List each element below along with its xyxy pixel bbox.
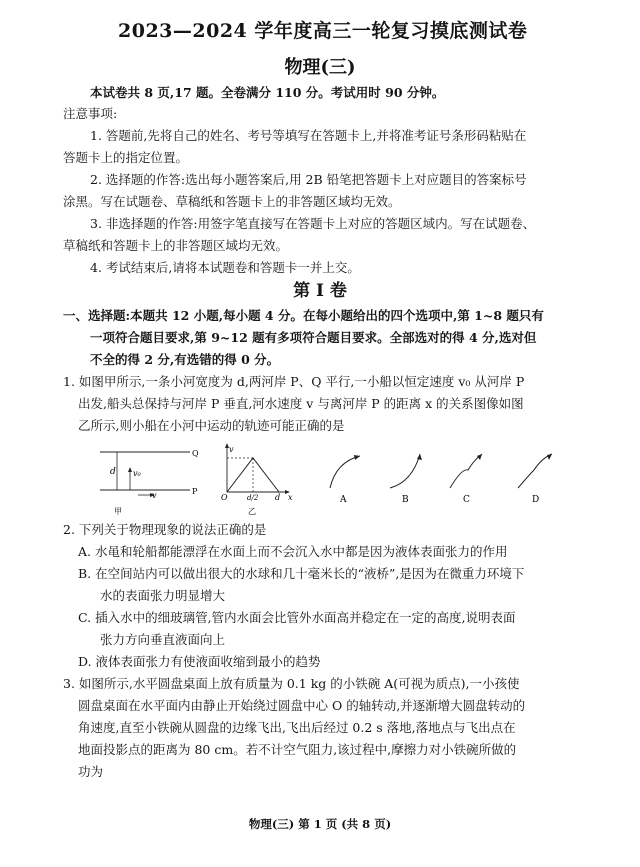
note-2-line-2: 涂黑。写在试题卷、草稿纸和答题卡上的非答题区域均无效。: [63, 194, 401, 209]
exam-title: 2023—2024 学年度高三一轮复习摸底测试卷: [118, 20, 528, 42]
note-2-line-1: 2. 选择题的作答:选出每小题答案后,用 2B 铅笔把答题卡上对应题目的答案标号: [90, 172, 527, 187]
option-d-trajectory: [518, 454, 552, 505]
question-2-option-c-line-2: 张力方向垂直液面向上: [100, 632, 226, 647]
option-d-label: D: [532, 495, 540, 505]
question-3-line-1: 3. 如图所示,水平圆盘桌面上放有质量为 0.1 kg 的小铁碗 A(可视为质点),一小孩使: [63, 676, 520, 691]
question-1-line-3: 乙所示,则小船在小河中运动的轨迹可能正确的是: [78, 418, 345, 433]
question-2-option-c-line-1: C. 插入水中的细玻璃管,管内水面会比管外水面高并稳定在一定的高度,说明表面: [78, 610, 516, 625]
note-4: 4. 考试结束后,请将本试题卷和答题卡一并上交。: [90, 260, 360, 275]
question-3-line-4: 地面投影点的距离为 80 cm。若不计空气阻力,该过程中,摩擦力对小铁碗所做的: [78, 742, 517, 757]
question-1-figure: [90, 440, 570, 520]
question-2-option-a: A. 水黾和轮船都能漂浮在水面上而不会沉入水中都是因为液体表面张力的作用: [78, 544, 508, 559]
section-title: 第 Ⅰ 卷: [293, 281, 347, 301]
figure-yi-caption: 乙: [248, 507, 256, 516]
option-a-trajectory: [330, 455, 360, 505]
boat-velocity-v0-label: v₀: [133, 469, 141, 478]
notes-heading: 注意事项:: [63, 106, 118, 121]
question-3-line-5: 功为: [78, 764, 104, 779]
note-1-line-1: 1. 答题前,先将自己的姓名、考号等填写在答题卡上,并将准考证号条形码粘贴在: [90, 128, 527, 143]
river-bank-q-label: Q: [192, 449, 199, 458]
exam-info: 本试卷共 8 页,17 题。全卷满分 110 分。考试用时 90 分钟。: [90, 85, 445, 100]
river-bank-p-label: P: [192, 487, 198, 496]
option-c-trajectory: [450, 454, 482, 505]
note-3-line-1: 3. 非选择题的作答:用签字笔直接写在答题卡上对应的答题区域内。写在试题卷、: [90, 216, 536, 231]
question-3-line-2: 圆盘桌面在水平面内由静止开始绕过圆盘中心 O 的轴转动,并逐渐增大圆盘转动的: [78, 698, 526, 713]
page-footer: 物理(三) 第 1 页 (共 8 页): [248, 817, 392, 831]
note-3-line-2: 草稿纸和答题卡上的非答题区域均无效。: [63, 238, 289, 253]
note-1-line-2: 答题卡上的指定位置。: [63, 150, 189, 165]
option-a-label: A: [340, 495, 347, 505]
section-instructions-line-3: 不全的得 2 分,有选错的得 0 分。: [90, 352, 280, 367]
question-2-option-b-line-1: B. 在空间站内可以做出很大的水球和几十毫米长的“液桥”,是因为在微重力环境下: [78, 566, 525, 581]
option-c-label: C: [463, 495, 470, 505]
graph-d-label: d: [275, 493, 281, 502]
section-instructions-line-2: 一项符合题目要求,第 9~12 题有多项符合题目要求。全部选对的得 4 分,选对但: [90, 330, 537, 345]
graph-half-d-label: d/2: [247, 494, 259, 502]
exam-subtitle: 物理(三): [284, 57, 356, 78]
option-b-label: B: [402, 495, 409, 505]
graph-v-axis-label: v: [229, 445, 234, 454]
section-instructions-line-1: 一、选择题:本题共 12 小题,每小题 4 分。在每小题给出的四个选项中,第 1~8 题只有: [63, 308, 544, 323]
water-velocity-v-label: v: [152, 491, 157, 500]
figure-jia-caption: 甲: [114, 507, 122, 516]
question-1-line-1: 1. 如图甲所示,一条小河宽度为 d,两河岸 P、Q 平行,一小船以恒定速度 v₀ 从河岸 P: [63, 374, 525, 389]
question-2-stem: 2. 下列关于物理现象的说法正确的是: [63, 522, 267, 537]
graph-origin-label: O: [221, 493, 228, 502]
river-width-d-label: d: [110, 467, 116, 477]
option-b-trajectory: [390, 454, 422, 505]
question-3-line-3: 角速度,直至小铁碗从圆盘的边缘飞出,飞出后经过 0.2 s 落地,落地点与飞出点在: [78, 720, 516, 735]
question-2-option-b-line-2: 水的表面张力明显增大: [100, 588, 226, 603]
question-1-line-2: 出发,船头总保持与河岸 P 垂直,河水速度 v 与离河岸 P 的距离 x 的关系图像如图: [78, 396, 524, 411]
question-2-option-d: D. 液体表面张力有使液面收缩到最小的趋势: [78, 654, 321, 669]
figure-yi: [221, 443, 293, 516]
graph-x-axis-label: x: [288, 493, 293, 502]
figure-jia: [100, 449, 199, 516]
